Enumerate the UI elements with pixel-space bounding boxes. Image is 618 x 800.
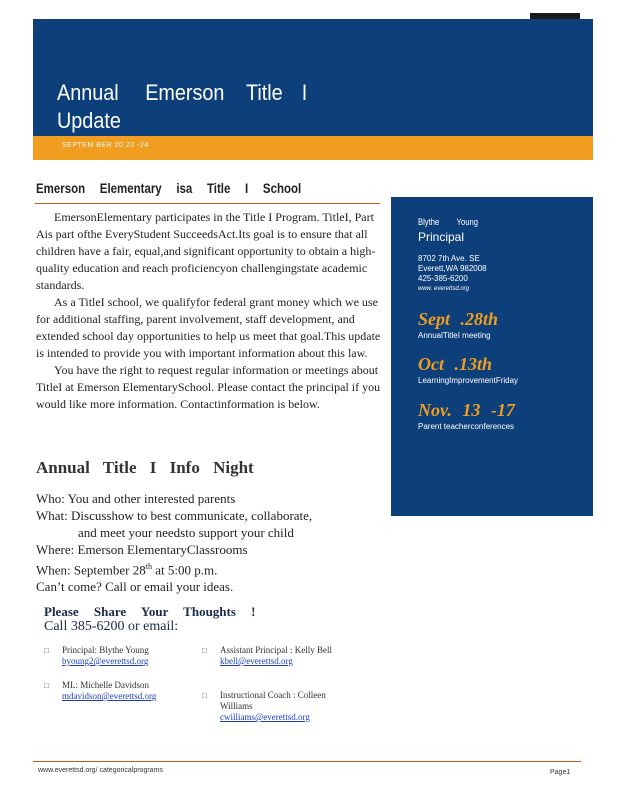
bullet-icon: □ (44, 646, 49, 655)
intro-paragraph: You have the right to request regular information or meetings about TitleI at Emerson ElementarySchool. Please contact the principal if you would like more information. Contactinformation is below. (36, 363, 381, 411)
contact-role: Assistant Principal : Kelly Bell (220, 645, 332, 655)
event-date: Oct .13th (418, 354, 493, 374)
title-word-3: Title (246, 80, 283, 105)
principal-name: Blythe Young (418, 217, 478, 227)
info-who: Who: You and other interested parents (36, 491, 236, 506)
bullet-icon: □ (44, 681, 49, 690)
event-desc: AnnualTitleI meeting (418, 331, 491, 340)
contact-role: Principal: Blythe Young (62, 645, 149, 655)
principal-sidebar (391, 197, 593, 516)
info-when-suffix: at 5:00 p.m. (155, 562, 218, 578)
address-line-2: Everett,WA 982008 (418, 264, 487, 273)
title-word-1: Annual (57, 80, 119, 105)
event-desc: Parent teacherconferences (418, 422, 515, 431)
info-night-title: Annual Title I Info Night (36, 458, 254, 477)
contact-email-link[interactable]: cwilliams@everettsd.org (220, 712, 310, 722)
footer-url[interactable]: www.everettsd.org/ categoricalprograms (38, 767, 163, 774)
contact-role: Instructional Coach : Colleen Williams (220, 690, 326, 711)
header-banner (33, 19, 593, 136)
event-date: Sept .28th (418, 309, 499, 329)
info-night-details (36, 490, 376, 595)
info-when-prefix: When: September 28 (36, 562, 146, 578)
info-where: Where: Emerson ElementaryClassrooms (36, 542, 248, 557)
event-item (418, 309, 498, 340)
share-heading: Please Share Your Thoughts ! (44, 604, 256, 619)
page-title (57, 79, 354, 135)
event-item (418, 400, 515, 431)
title-line-2: Update (57, 108, 121, 133)
contact-email-link[interactable]: mdavidson@everettsd.org (62, 691, 157, 701)
page-number: Page1 (550, 769, 571, 776)
event-item (418, 354, 518, 385)
bullet-icon: □ (202, 691, 207, 700)
contact-ml (44, 680, 192, 702)
date-strip (33, 136, 593, 160)
info-what-cont: and meet your needsto support your child (78, 525, 294, 540)
school-address (418, 254, 487, 294)
principal-role: Principal (418, 230, 465, 244)
footer-divider (33, 761, 581, 762)
intro-divider (35, 203, 380, 204)
website-link[interactable]: www. everettsd.org (418, 286, 470, 292)
contact-principal (44, 645, 192, 667)
title-word-4: I (301, 80, 308, 105)
info-when (36, 558, 376, 578)
phone-number: 425-385-6200 (418, 274, 468, 283)
contact-instructional-coach (202, 690, 330, 723)
bullet-icon: □ (202, 646, 207, 655)
school-year: SEPTEM BER 20 23 -24 (62, 142, 149, 149)
contact-email-link[interactable]: kbell@everettsd.org (220, 656, 293, 666)
info-cant-come: Can’t come? Call or email your ideas. (36, 579, 234, 595)
share-call: Call 385-6200 or email: (44, 619, 179, 634)
event-date: Nov. 13 -17 (418, 400, 515, 420)
address-line-1: 8702 7th Ave. SE (418, 254, 480, 263)
contact-assistant-principal (202, 645, 340, 667)
info-when-sup: th (145, 562, 152, 571)
intro-paragraph: As a TitleI school, we qualifyfor federal grant money which we use for additional staffing, parent involvement, staff development, and extended school day opportunities to help us meet that goal.This update is intended to provide you with important information about this law. (36, 295, 381, 360)
info-what: What: Discusshow to best communicate, collaborate, (36, 508, 313, 523)
title-word-2: Emerson (145, 80, 225, 105)
intro-body (36, 209, 381, 413)
event-desc: LearningImprovementFriday (418, 376, 519, 385)
intro-paragraph: EmersonElementary participates in the Title I Program. TitleI, Part Ais part ofthe EveryStudent SucceedsAct.Its goal is to ensure that all children have a fair, equal,and significant opportunity to obtain a high-quality education and reach proficiencyon challengingstate academic standards. (36, 210, 376, 292)
contact-role: ML: Michelle Davidson (62, 680, 149, 690)
intro-heading: Emerson Elementary isa Title I School (36, 180, 302, 196)
contact-email-link[interactable]: byoung2@everettsd.org (62, 656, 149, 666)
